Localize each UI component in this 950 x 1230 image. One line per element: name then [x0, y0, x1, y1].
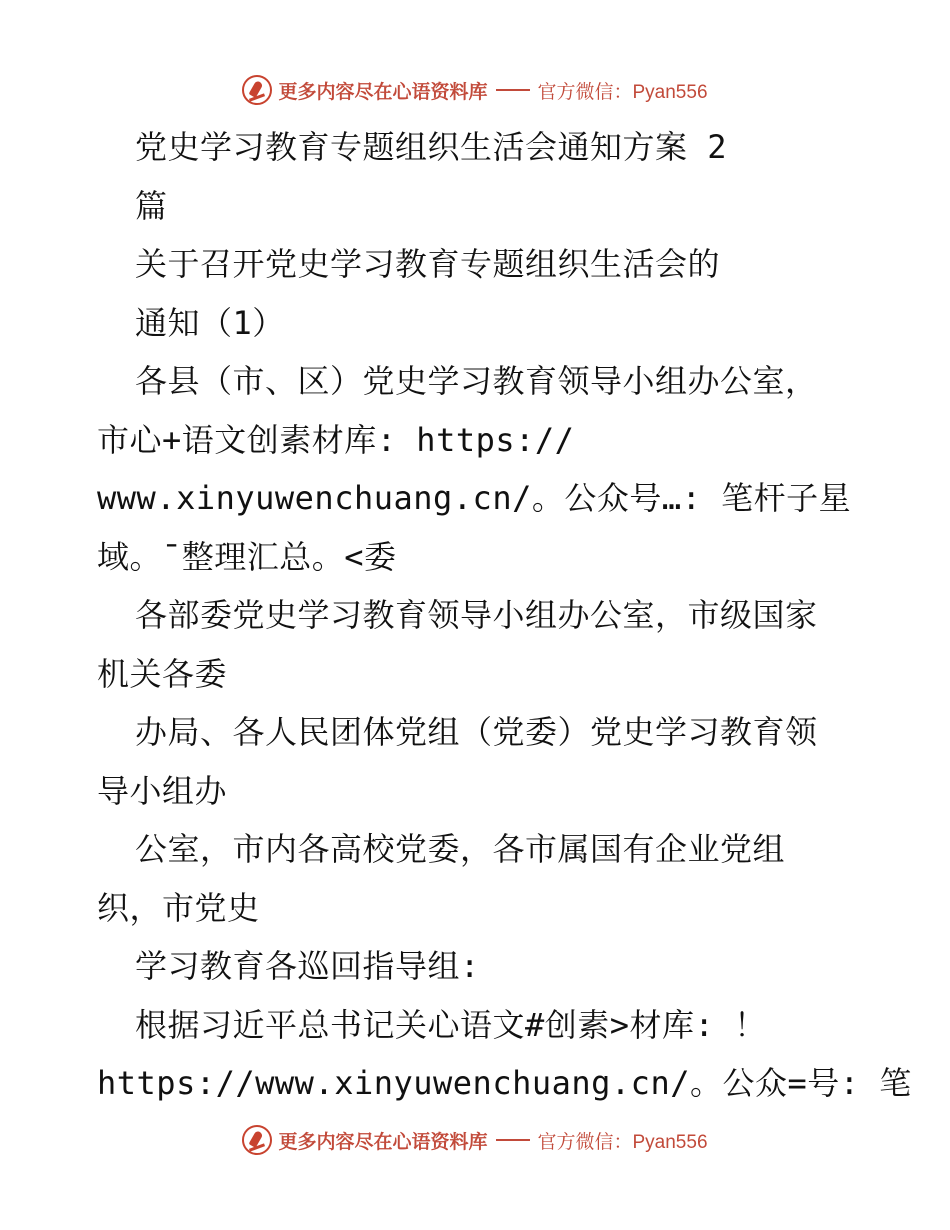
- header-watermark: [0, 70, 950, 110]
- text-line: 域。¯整理汇总。<委: [97, 537, 397, 576]
- watermark-dash: [496, 1139, 530, 1141]
- pen-logo-icon: [242, 75, 272, 105]
- pen-logo-icon: [242, 1125, 272, 1155]
- document-body: [97, 118, 912, 1113]
- text-line: 通知（1）: [135, 303, 285, 342]
- text-line: 办局、各人民团体党组（党委）党史学习教育领: [135, 713, 818, 751]
- text-line: 机关各委: [97, 654, 228, 693]
- watermark-main-text: 更多内容尽在心语资料库: [278, 80, 488, 103]
- text-line: 关于召开党史学习教育专题组织生活会的: [135, 245, 721, 283]
- text-line: 公室，市内各高校党委，各市属国有企业党组: [135, 830, 786, 868]
- watermark-dash: [496, 89, 530, 91]
- text-line: 导小组办: [97, 771, 228, 810]
- text-line: 各部委党史学习教育领导小组办公室，市级国家: [135, 596, 818, 634]
- watermark-sub-text: 官方微信：Pyan556: [537, 1131, 708, 1153]
- footer-watermark: [0, 1120, 950, 1160]
- text-line: 织，市党史: [97, 888, 260, 927]
- text-line: 各县（市、区）党史学习教育领导小组办公室，: [135, 362, 818, 400]
- text-line: https://www.xinyuwenchuang.cn/。公众=号: 笔: [97, 1064, 912, 1102]
- text-line: 学习教育各巡回指导组:: [135, 947, 480, 985]
- watermark-main-text: 更多内容尽在心语资料库: [278, 1130, 488, 1153]
- text-line: 市心+语文创素材库: https://: [97, 420, 575, 459]
- text-line: www.xinyuwenchuang.cn/。公众号…: 笔杆子星: [97, 479, 852, 517]
- text-line: 党史学习教育专题组织生活会通知方案 2: [135, 128, 728, 166]
- text-line: 根据习近平总书记关心语文#创素>材库: ！: [135, 1005, 767, 1044]
- text-line: 篇: [135, 186, 168, 225]
- watermark-sub-text: 官方微信：Pyan556: [537, 81, 708, 103]
